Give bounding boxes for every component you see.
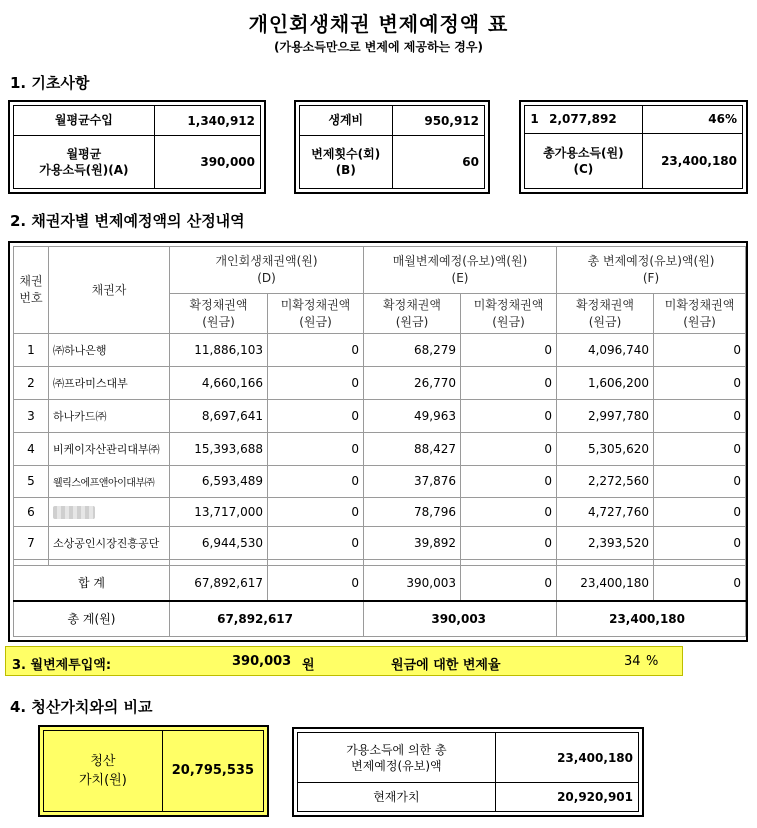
section-basic-heading: 1. 기초사항 [10,74,90,92]
row-e-unconfirmed: 0 [461,400,557,433]
monthly-income-value: 1,340,912 [154,106,260,136]
row-f-confirmed: 4,727,760 [557,497,654,527]
subtotal-d-confirmed: 67,892,617 [170,565,268,601]
row-creditor: 웰릭스에프앤아이대부㈜ [49,466,170,497]
payment-count-label: 변제횟수(회) (B) [300,136,393,189]
creditor-table [8,241,748,642]
liquidation-value-box [38,725,269,817]
subtotal-f-unconfirmed: 0 [654,565,746,601]
row-creditor: 소상공인시장진흥공단 [49,527,170,560]
row-f-unconfirmed: 0 [654,527,746,560]
row-creditor: ㈜프라미스대부 [49,367,170,400]
row-e-confirmed: 88,427 [364,433,461,466]
row-f-unconfirmed: 0 [654,433,746,466]
row-creditor-redacted [49,497,170,527]
row-d-unconfirmed: 0 [268,466,364,497]
section-liquidation-heading: 4. 청산가치와의 비교 [10,698,153,716]
table-row [14,433,746,466]
row-f-confirmed: 2,393,520 [557,527,654,560]
monthly-income-label: 월평균수입 [14,106,155,136]
header-creditor: 채권자 [49,247,170,334]
row-d-confirmed: 6,593,489 [170,466,268,497]
row-no: 2 [14,367,49,400]
basic-total-box [519,100,748,194]
row-e-confirmed: 37,876 [364,466,461,497]
row-d-unconfirmed: 0 [268,433,364,466]
row-no: 6 [14,497,49,527]
table-row [14,527,746,560]
comparison-box [292,727,644,817]
page-title: 개인회생채권 변제예정액 표 [248,12,509,36]
present-value-value: 20,920,901 [495,783,638,812]
row-creditor: ㈜하나은행 [49,334,170,367]
header-no: 채권 번호 [14,247,49,334]
row-d-unconfirmed: 0 [268,497,364,527]
subtotal-d-unconfirmed: 0 [268,565,364,601]
row-d-confirmed: 4,660,166 [170,367,268,400]
row-e-unconfirmed: 0 [461,367,557,400]
total-row [14,601,746,637]
section-creditors-heading: 2. 채권자별 변제예정액의 산정내역 [10,212,245,230]
total-d: 67,892,617 [170,601,364,637]
total-repayment-label: 가용소득에 의한 총 변제예정(유보)액 [298,733,496,783]
box3-no: 1 [525,106,545,134]
total-label: 총 계(원) [14,601,170,637]
row-no: 5 [14,466,49,497]
header-e-unconfirmed: 미확정채권액 (원금) [461,294,557,334]
repayment-ratio-label: 원금에 대한 변제율 [391,658,501,673]
total-avail-label: 총가용소득(원) (C) [525,133,643,188]
row-e-confirmed: 68,279 [364,334,461,367]
box3-amount: 2,077,892 [544,106,642,134]
total-avail-value: 23,400,180 [642,133,742,188]
row-no: 3 [14,400,49,433]
header-d-unconfirmed: 미확정채권액 (원금) [268,294,364,334]
payment-count-value: 60 [392,136,485,189]
total-f: 23,400,180 [557,601,746,637]
repayment-ratio-value: 34 [624,654,641,669]
monthly-payment-amount: 390,003 [232,654,292,669]
box3-pct: 46% [642,106,742,134]
table-row [14,367,746,400]
avail-income-value: 390,000 [154,136,260,189]
header-group-f: 총 변제예정(유보)액(원) (F) [557,247,746,294]
table-row [14,334,746,367]
row-f-unconfirmed: 0 [654,497,746,527]
subtotal-f-confirmed: 23,400,180 [557,565,654,601]
header-e-confirmed: 확정채권액 (원금) [364,294,461,334]
row-d-confirmed: 8,697,641 [170,400,268,433]
row-f-confirmed: 4,096,740 [557,334,654,367]
living-cost-value: 950,912 [392,106,485,136]
row-f-unconfirmed: 0 [654,334,746,367]
repayment-ratio-unit: % [646,654,659,669]
subtotal-e-unconfirmed: 0 [461,565,557,601]
subtotal-label: 합 계 [14,565,170,601]
subtotal-row [14,565,746,601]
row-e-confirmed: 39,892 [364,527,461,560]
row-d-confirmed: 6,944,530 [170,527,268,560]
row-d-confirmed: 13,717,000 [170,497,268,527]
row-no: 7 [14,527,49,560]
header-f-unconfirmed: 미확정채권액 (원금) [654,294,746,334]
row-e-unconfirmed: 0 [461,527,557,560]
monthly-payment-bar [5,646,683,676]
basic-living-box [294,100,490,194]
row-creditor: 하나카드㈜ [49,400,170,433]
header-group-e: 매월변제예정(유보)액(원) (E) [364,247,557,294]
row-f-unconfirmed: 0 [654,400,746,433]
page-subtitle: (가용소득만으로 변제에 제공하는 경우) [274,40,483,54]
subtotal-e-confirmed: 390,003 [364,565,461,601]
row-creditor: 비케이자산관리대부㈜ [49,433,170,466]
row-e-confirmed: 49,963 [364,400,461,433]
living-cost-label: 생계비 [300,106,393,136]
row-f-confirmed: 1,606,200 [557,367,654,400]
basic-income-box [8,100,266,194]
row-d-confirmed: 11,886,103 [170,334,268,367]
row-e-unconfirmed: 0 [461,466,557,497]
row-f-confirmed: 2,997,780 [557,400,654,433]
table-row [14,497,746,527]
header-group-d: 개인회생채권액(원) (D) [170,247,364,294]
table-row [14,466,746,497]
row-e-unconfirmed: 0 [461,497,557,527]
row-d-unconfirmed: 0 [268,334,364,367]
header-f-confirmed: 확정채권액 (원금) [557,294,654,334]
liquidation-value: 20,795,535 [162,731,263,812]
row-d-unconfirmed: 0 [268,400,364,433]
row-e-confirmed: 26,770 [364,367,461,400]
row-f-unconfirmed: 0 [654,367,746,400]
monthly-payment-unit: 원 [302,658,315,673]
row-e-unconfirmed: 0 [461,433,557,466]
row-d-unconfirmed: 0 [268,367,364,400]
total-e: 390,003 [364,601,557,637]
row-e-unconfirmed: 0 [461,334,557,367]
avail-income-label: 월평균 가용소득(원)(A) [14,136,155,189]
row-f-unconfirmed: 0 [654,466,746,497]
row-no: 1 [14,334,49,367]
monthly-payment-label: 3. 월변제투입액: [12,658,112,673]
row-f-confirmed: 5,305,620 [557,433,654,466]
present-value-label: 현재가치 [298,783,496,812]
row-no: 4 [14,433,49,466]
row-d-unconfirmed: 0 [268,527,364,560]
redacted-name [53,506,95,519]
row-f-confirmed: 2,272,560 [557,466,654,497]
row-e-confirmed: 78,796 [364,497,461,527]
header-d-confirmed: 확정채권액 (원금) [170,294,268,334]
table-row [14,400,746,433]
liquidation-label: 청산 가치(원) [44,731,163,812]
total-repayment-value: 23,400,180 [495,733,638,783]
row-d-confirmed: 15,393,688 [170,433,268,466]
